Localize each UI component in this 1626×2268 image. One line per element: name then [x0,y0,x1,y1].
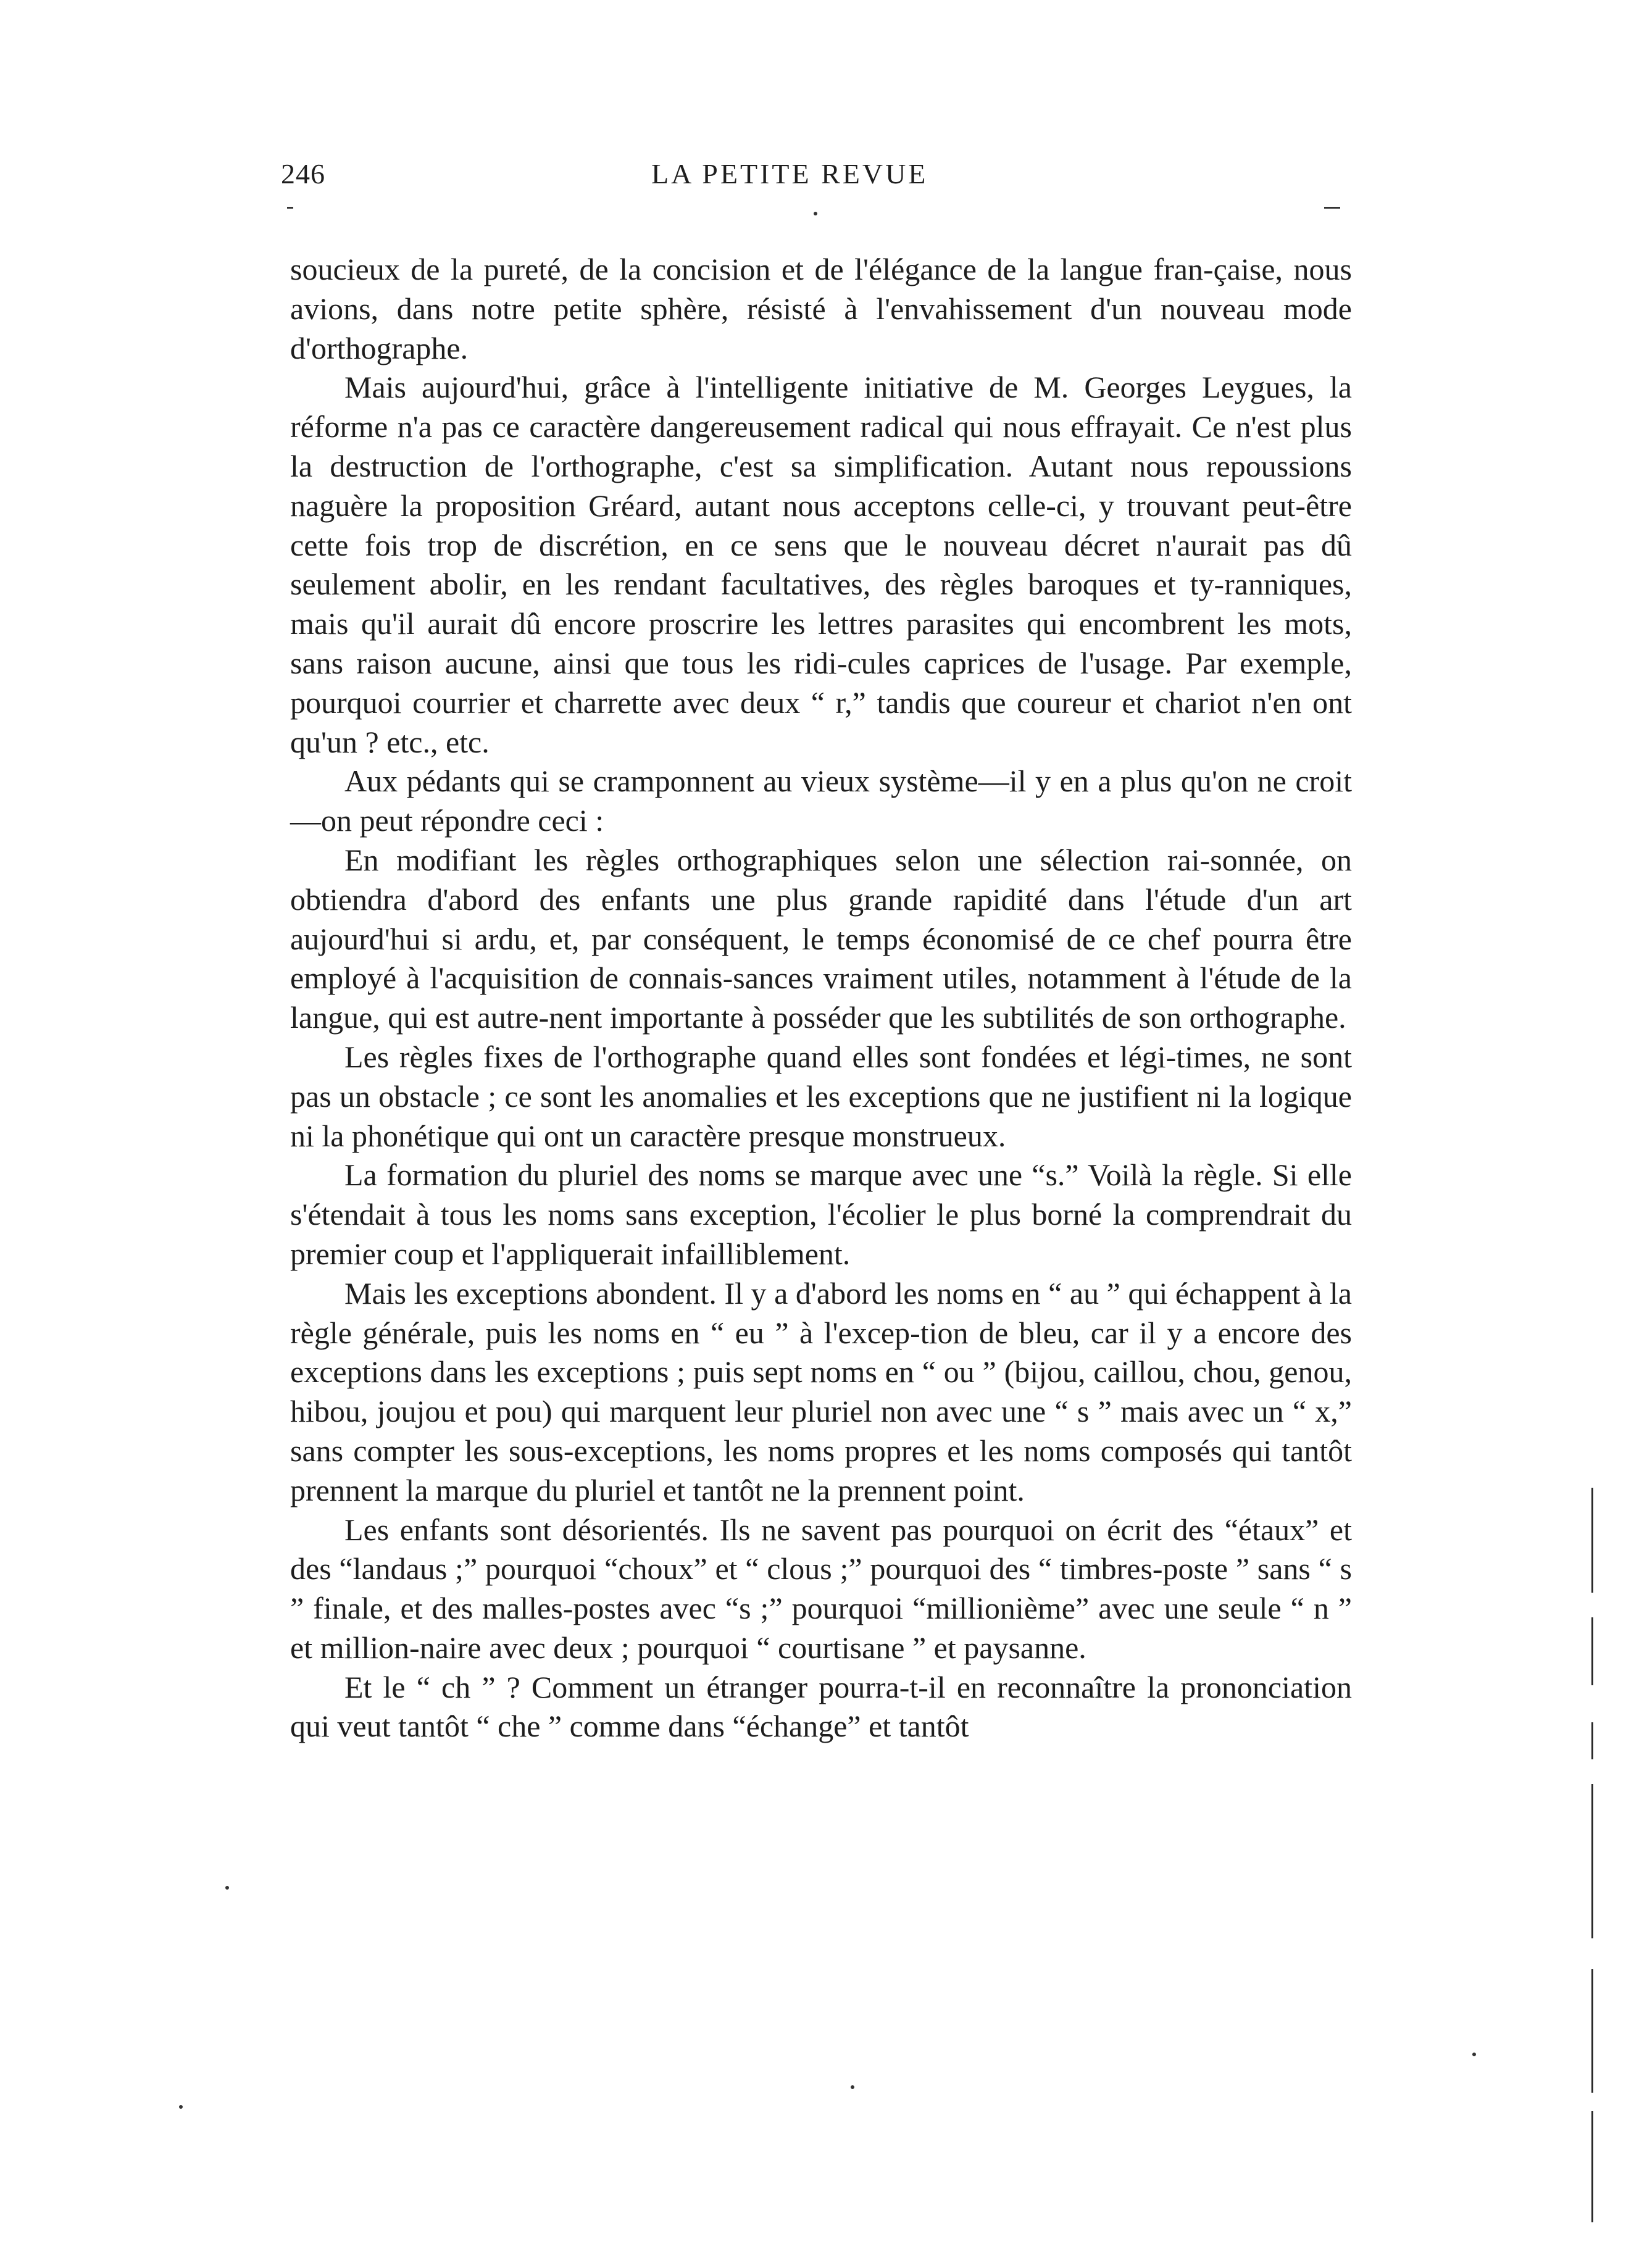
header-rule-right [1324,207,1340,209]
paragraph: La formation du pluriel des noms se marque avec une “s.” Voilà la règle. Si elle s'étendait à tous les noms sans exception, l'écolier le plus borné la comprendrait du premier coup et l'appliquerait infailliblement. [290,1157,1352,1271]
scan-edge-mark [1591,1784,1593,1938]
article-body [290,250,1352,1746]
scan-edge-mark [1591,2111,1593,2222]
scan-speck [225,1886,229,1890]
paragraph: Mais aujourd'hui, grâce à l'intelligente initiative de M. Georges Leygues, la réforme n'a pas ce caractère dangereusement radical qui nous effrayait. Ce n'est plus la destruction de l'orthographe, c'est sa simplification. Autant nous repoussions naguère la proposition Gréard, autant nous acceptons celle-ci, y trouvant peut-être cette fois trop de discrétion, en ce sens que le nouveau décret n'aurait pas dû seulement abolir, en les rendant facultatives, des règles baroques et ty-ranniques, mais qu'il aurait dû encore proscrire les lettres parasites qui encombrent les mots, sans raison aucune, ainsi que tous les ridi-cules caprices de l'usage. Par exemple, pourquoi courrier et charrette avec deux “ r,” tandis que coureur et chariot n'en ont qu'un ? etc., etc. [290,370,1352,759]
scan-edge-mark [1591,1488,1593,1593]
paragraph: Mais les exceptions abondent. Il y a d'abord les noms en “ au ” qui échappent à la règle générale, puis les noms en “ eu ” à l'excep-tion de bleu, car il y a encore des exceptions dans les exceptions ; puis sept noms en “ ou ” (bijou, caillou, chou, genou, hibou, joujou et pou) qui marquent leur pluriel non avec une “ s ” mais avec un “ x,” sans compter les sous-exceptions, les noms propres et les noms composés qui tantôt prennent la marque du pluriel et tantôt ne la prennent point. [290,1275,1352,1507]
scan-edge-mark [1591,1969,1593,2093]
scan-edge-mark [1591,1617,1593,1685]
paragraph: Et le “ ch ” ? Comment un étranger pourra-t-il en reconnaître la prononciation qui veut tantôt “ che ” comme dans “échange” et tantôt [290,1669,1352,1744]
scan-speck [851,2085,854,2089]
scan-speck [1472,2053,1476,2056]
running-head [281,157,1343,207]
scan-edge-mark [1591,1722,1593,1759]
scan-speck [814,212,817,215]
page-number: 246 [281,158,325,190]
paragraph: Aux pédants qui se cramponnent au vieux système—il y en a plus qu'on ne croit—on peut répondre ceci : [290,764,1352,838]
scan-speck [179,2105,183,2109]
journal-title: LA PETITE REVUE [651,158,928,190]
paragraph: Les règles fixes de l'orthographe quand elles sont fondées et légi-times, ne sont pas un obstacle ; ce sont les anomalies et les exceptions que ne justifient ni la logique ni la phonétique qui ont un caractère presque monstrueux. [290,1039,1352,1153]
paragraph: Les enfants sont désorientés. Ils ne savent pas pourquoi on écrit des “étaux” et des “landaus ;” pourquoi “choux” et “ clous ;” pourquoi des “ timbres-poste ” sans “ s ” finale, et des malles-postes avec “s ;” pourquoi “millionième” avec une seule “ n ” et million-naire avec deux ; pourquoi “ courtisane ” et paysanne. [290,1512,1352,1665]
paragraph: En modifiant les règles orthographiques selon une sélection rai-sonnée, on obtiendra d'abord des enfants une plus grande rapidité dans l'étude d'un art aujourd'hui si ardu, et, par conséquent, le temps économisé de ce chef pourra être employé à l'acquisition de connais-sances vraiment utiles, notamment à l'étude de la langue, qui est autre-nent importante à posséder que les subtilités de son orthographe. [290,842,1352,1035]
paragraph-continuation: soucieux de la pureté, de la concision et de l'élégance de la langue fran-çaise, nous avions, dans notre petite sphère, résisté à l'envahissement d'un nouveau mode d'orthographe. [290,252,1352,365]
header-rule-left [287,207,293,209]
